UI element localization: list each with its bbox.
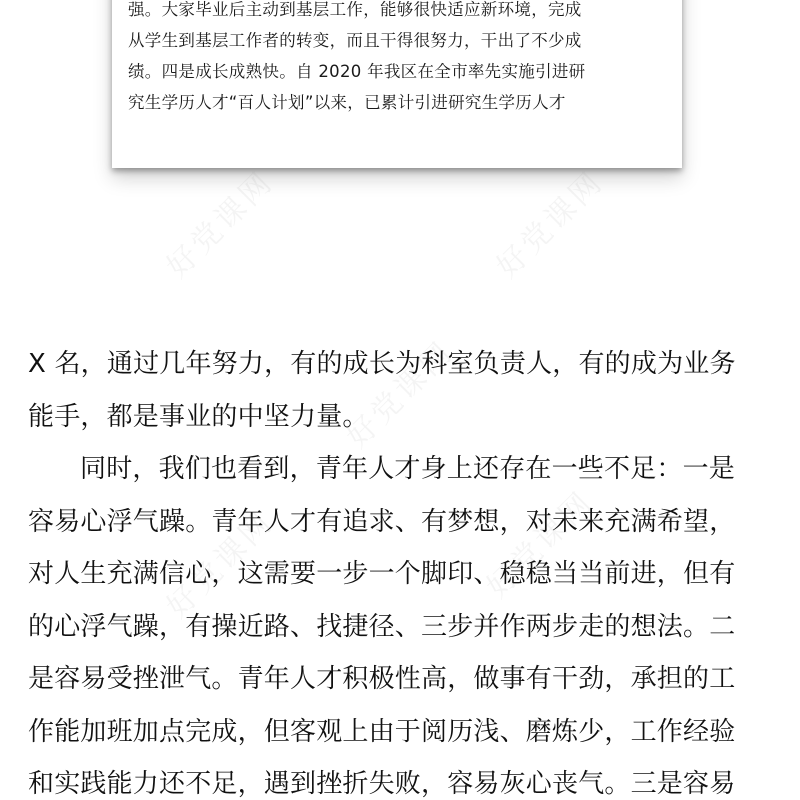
watermark: 好党课网 bbox=[340, 334, 461, 455]
body-text-line: 是容易受挫泄气。青年人才积极性高，做事有干劲，承担的工 bbox=[28, 664, 736, 694]
watermark: 好党课网 bbox=[490, 164, 611, 285]
watermark: 好党课网 bbox=[480, 484, 601, 605]
card-text-line: 从学生到基层工作者的转变，而且干得很努力，干出了不少成 bbox=[128, 31, 582, 50]
watermark: 好党课网 bbox=[160, 504, 281, 625]
body-text-line: 能手，都是事业的中坚力量。 bbox=[28, 401, 369, 432]
body-text-line: 作能加班加点完成，但客观上由于阅历浅、磨炼少，工作经验 bbox=[28, 716, 736, 747]
body-text-line: 的心浮气躁，有操近路、找捷径、三步并作两步走的想法。二 bbox=[28, 611, 736, 642]
card-text-block bbox=[128, 0, 668, 118]
watermark: 好党课网 bbox=[160, 164, 281, 285]
body-text-line: 和实践能力还不足，遇到挫折失败，容易灰心丧气。三是容易 bbox=[28, 769, 736, 799]
document-preview-card bbox=[112, 0, 682, 168]
body-text-line: 同时，我们也看到，青年人才身上还存在一些不足：一是 bbox=[80, 454, 736, 484]
card-text-line: 绩。四是成长成熟快。自 2020 年我区在全市率先实施引进研 bbox=[128, 62, 586, 81]
card-text-line: 强。大家毕业后主动到基层工作，能够很快适应新环境，完成 bbox=[128, 0, 582, 19]
document-body bbox=[28, 338, 778, 800]
body-text-line: X 名，通过几年努力，有的成长为科室负责人，有的成为业务 bbox=[28, 349, 736, 379]
card-text-line: 究生学历人才“百人计划”以来，已累计引进研究生学历人才 bbox=[128, 93, 566, 112]
body-text-line: 容易心浮气躁。青年人才有追求、有梦想，对未来充满希望， bbox=[28, 506, 736, 537]
body-text-line: 对人生充满信心，这需要一步一个脚印、稳稳当当前进，但有 bbox=[28, 559, 736, 589]
